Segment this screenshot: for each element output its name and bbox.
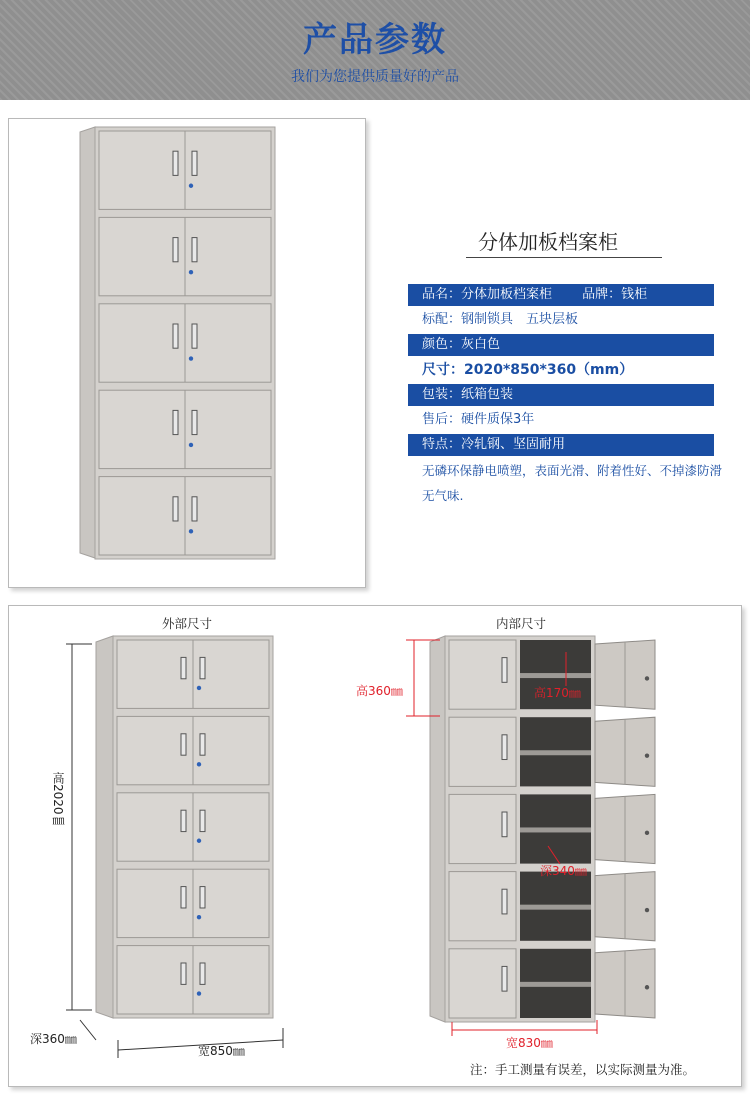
spec-row: 标配：钢制锁具 五块层板	[408, 309, 714, 331]
shelf-board	[520, 905, 591, 910]
shelf-board	[520, 673, 591, 678]
door-handle	[181, 887, 186, 908]
product-name: 分体加板档案柜	[478, 230, 618, 254]
lock-icon	[197, 762, 201, 766]
shelf-height-label: 高170㎜	[534, 686, 581, 700]
lock-icon	[197, 686, 201, 690]
lock-icon	[197, 915, 201, 919]
outer-dimensions-caption: 外部尺寸	[162, 616, 213, 631]
inner-width-label: 宽830㎜	[506, 1036, 553, 1050]
page-subtitle: 我们为您提供质量好的产品	[291, 69, 459, 85]
door-handle	[200, 734, 205, 755]
door-handle	[181, 734, 186, 755]
outer-width-label: 宽850㎜	[198, 1044, 245, 1058]
lock-icon	[197, 991, 201, 995]
door-handle	[181, 963, 186, 984]
measurement-note: 注：手工测量有误差，以实际测量为准。	[470, 1062, 696, 1077]
page-title: 产品参数	[303, 20, 447, 60]
inner-dimensions-caption: 内部尺寸	[496, 616, 547, 631]
lock-icon	[645, 908, 649, 912]
door-handle	[200, 657, 205, 678]
door-handle	[200, 963, 205, 984]
spec-row: 尺寸：2020*850*360（mm）	[408, 359, 714, 381]
outer-cabinet-illustration	[96, 636, 273, 1018]
door-handle	[181, 657, 186, 678]
feature-description: 无磷环保静电喷塑，表面光滑、附着性好、不掉漆防滑无气味.	[422, 463, 723, 503]
lock-icon	[645, 676, 649, 680]
spec-row: 特点：冷轧钢、坚固耐用	[408, 434, 714, 456]
shelf-board	[520, 827, 591, 832]
shelf-board	[520, 750, 591, 755]
door-handle	[502, 735, 507, 760]
door-handle	[200, 887, 205, 908]
door-handle	[502, 889, 507, 914]
shelf-board	[520, 982, 591, 987]
lock-icon	[645, 831, 649, 835]
spec-row: 包装：纸箱包装	[408, 384, 714, 406]
door-handle	[502, 658, 507, 683]
outer-depth-label: 深360㎜	[30, 1032, 77, 1046]
spec-row: 品名：分体加板档案柜 品牌：钱柜	[408, 284, 714, 306]
door-handle	[502, 812, 507, 837]
lock-icon	[645, 985, 649, 989]
inner-height-label: 高360㎜	[356, 684, 403, 698]
lock-icon	[645, 753, 649, 757]
door-handle	[181, 810, 186, 831]
door-handle	[502, 966, 507, 991]
lock-icon	[197, 839, 201, 843]
spec-row: 售后：硬件质保3年	[408, 409, 714, 431]
inner-depth-label: 深340㎜	[540, 864, 587, 878]
spec-row: 颜色：灰白色	[408, 334, 714, 356]
outer-height-label: 高2020㎜	[51, 772, 65, 827]
door-handle	[200, 810, 205, 831]
